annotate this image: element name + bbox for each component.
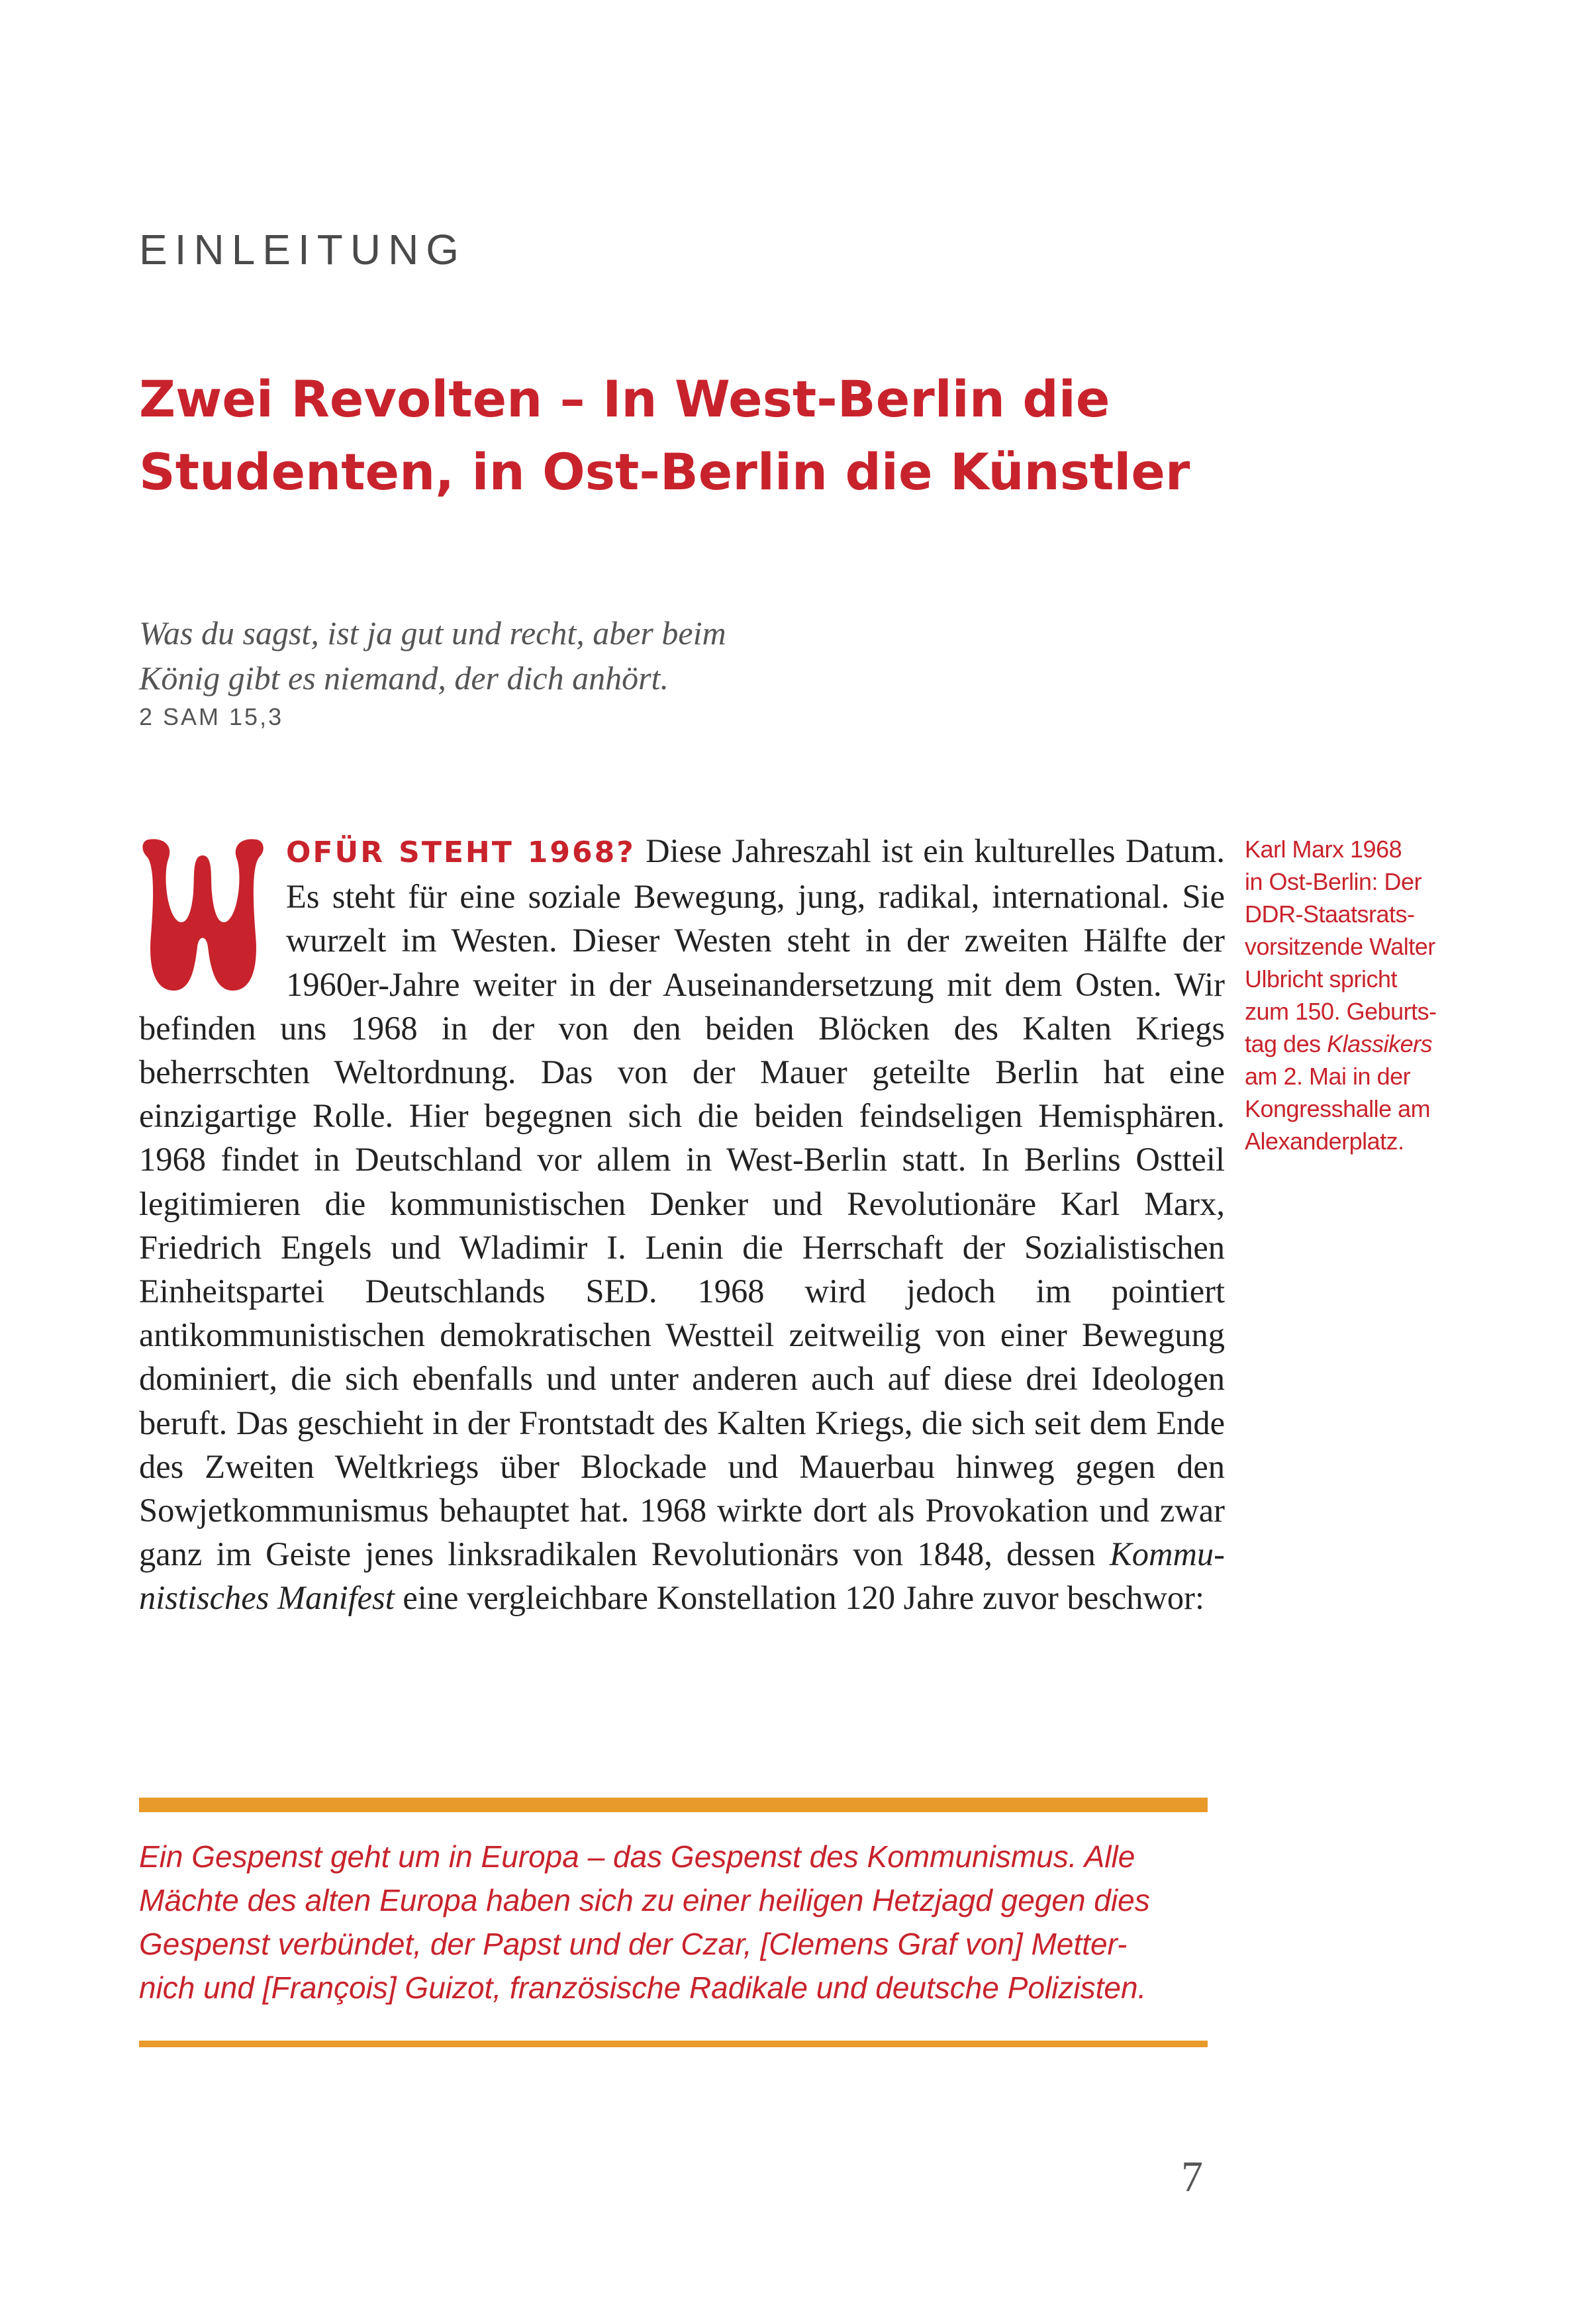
caption-line: vorsitzende Walter — [1245, 933, 1435, 960]
book-title-italic: Kommunistisches Manifest — [139, 1535, 1225, 1617]
body-text-part-1: Diese Jahreszahl ist ein kulturelles Datum. Es steht für eine soziale Bewegung, jung, radikal, international. Sie wurzelt im Westen. Dieser Westen steht in der zweiten Hälfte der 1960er-Jahre weiter in der Auseinandersetzung mit dem Osten. Wir befinden uns 1968 in der von den beiden Blöcken des Kalten Kriegs beherrschten Weltordnung. Das von der Mauer geteilte Berlin hat eine einzigartige Rolle. Hier begegnen sich die beiden feindseligen Hemisphären. 1968 findet in Deutschland vor allem in West-Berlin statt. In Berlins Ostteil legitimieren die kommunistischen Denker und Revolutionäre Karl Marx, Friedrich Engels und Wladimir I. Lenin die Herrschaft der Sozialistischen Einheitspartei Deutschlands SED. 1968 wird jedoch im pointiert antikommunistischen demokratischen Westteil zeitweilig von einer Bewegung dominiert, die sich ebenfalls und unter anderen auch auf diese drei Ideologen beruft. Das geschieht in der Frontstadt des Kalten Kriegs, die sich seit dem Ende des Zweiten Weltkriegs über Blockade und Mauerbau hinweg gegen den Sowjetkommunismus behauptet hat. 1968 wirkte dort als Provokation und zwar ganz im Geiste jenes linksradikalen Revolutionärs von 1848, dessen — [139, 832, 1225, 1573]
body-text-part-2: eine vergleichbare Konstellation 120 Jahre zuvor beschwor: — [394, 1579, 1205, 1617]
drop-cap-w — [139, 829, 266, 993]
caption-line: in Ost-Berlin: Der — [1245, 868, 1422, 895]
caption-text: tag des — [1245, 1030, 1327, 1057]
quote-bottom-rule — [139, 2041, 1208, 2047]
caption-line — [1245, 1028, 1490, 1060]
caption-line: zum 150. Geburts- — [1245, 998, 1437, 1025]
chapter-title-line-1: Zwei Revolten – In West-Berlin die — [139, 369, 1110, 428]
epigraph-line-2: König gibt es niemand, der dich anhört. — [139, 659, 669, 697]
caption-line: DDR-Staatsrats- — [1245, 900, 1415, 928]
caption-italic: Klassikers — [1327, 1030, 1433, 1057]
quote-line: Mächte des alten Europa haben sich zu einer heiligen Hetzjagd gegen dies — [139, 1883, 1150, 1917]
quote-line: Ein Gespenst geht um in Europa – das Gespenst des Kommunismus. Alle — [139, 1839, 1135, 1874]
body-paragraph — [139, 829, 1225, 1620]
lead-in: OFÜR STEHT 1968? — [286, 836, 636, 869]
caption-line: Ulbricht spricht — [1245, 965, 1398, 993]
quote-line: Gespenst verbündet, der Papst und der Czar, [Clemens Graf von] Metter- — [139, 1927, 1128, 1961]
caption-line: Kongresshalle am — [1245, 1095, 1431, 1122]
chapter-kicker: EINLEITUNG — [139, 226, 467, 273]
epigraph-line-1: Was du sagst, ist ja gut und recht, aber beim — [139, 614, 726, 652]
manifesto-quote — [139, 1835, 1225, 2009]
epigraph — [139, 610, 934, 731]
quote-top-rule — [139, 1798, 1208, 1812]
epigraph-source: 2 SAM 15,3 — [139, 703, 284, 730]
caption-line: Karl Marx 1968 — [1245, 836, 1402, 863]
quote-line: nich und [François] Guizot, französische Radikale und deutsche Polizisten. — [139, 1970, 1147, 2005]
caption-line: am 2. Mai in der — [1245, 1063, 1411, 1090]
margin-caption — [1245, 833, 1490, 1157]
caption-line: Alexanderplatz. — [1245, 1128, 1404, 1155]
chapter-title-line-2: Studenten, in Ost-Berlin die Künstler — [139, 442, 1190, 501]
chapter-title — [139, 363, 1318, 508]
page-number: 7 — [1181, 2153, 1203, 2201]
